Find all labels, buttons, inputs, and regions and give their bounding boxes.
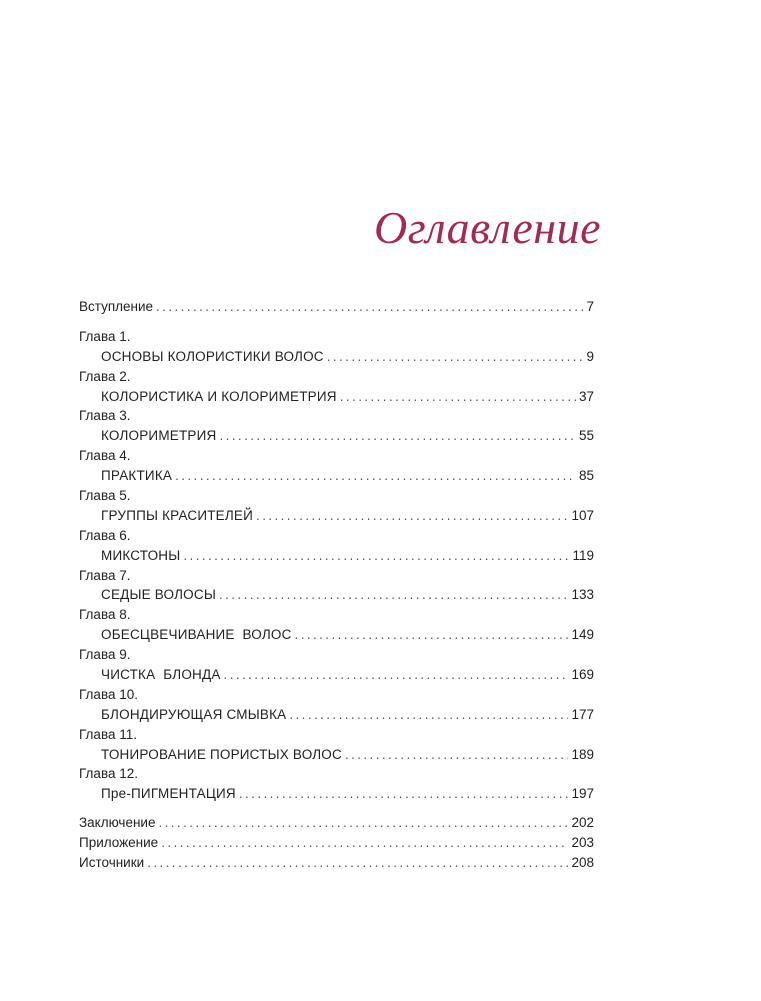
toc-entry-chapter-8[interactable] <box>79 625 594 645</box>
toc-page-number: 208 <box>571 855 594 871</box>
chapter-title: ОСНОВЫ КОЛОРИСТИКИ ВОЛОС <box>101 348 324 364</box>
chapter-heading: Глава 4. <box>79 448 131 464</box>
toc-entry-chapter-5[interactable] <box>79 506 594 526</box>
chapter-heading: Глава 10. <box>79 686 138 702</box>
chapter-heading: Глава 2. <box>79 368 131 384</box>
toc-page-number: 55 <box>578 428 594 444</box>
chapter-title: Пре-ПИГМЕНТАЦИЯ <box>101 786 236 802</box>
toc-page-number: 9 <box>586 348 594 364</box>
toc-entry-chapter-11[interactable] <box>79 745 594 765</box>
spacer <box>79 317 594 327</box>
chapter-heading: Глава 6. <box>79 527 131 543</box>
dot-leader <box>183 546 569 566</box>
toc-page-number: 149 <box>571 627 594 643</box>
toc-entry-sources[interactable] <box>79 853 594 873</box>
chapter-heading: Глава 12. <box>79 766 138 782</box>
chapter-title: КОЛОРИСТИКА И КОЛОРИМЕТРИЯ <box>101 388 337 404</box>
toc-entry-chapter-9[interactable] <box>79 665 594 685</box>
dot-leader <box>256 506 568 526</box>
toc-title: Оглавление <box>373 202 601 253</box>
toc-page-number: 37 <box>578 388 594 404</box>
chapter-heading: Глава 5. <box>79 488 131 504</box>
toc-page-number: 197 <box>571 786 594 802</box>
toc-page-number: 203 <box>571 835 594 851</box>
spacer <box>79 804 594 813</box>
toc-entry-chapter-10[interactable] <box>79 705 594 725</box>
dot-leader <box>340 387 576 407</box>
dot-leader <box>219 426 575 446</box>
chapter-title: ОБЕСЦВЕЧИВАНИЕ ВОЛОС <box>101 627 292 643</box>
toc-entry-chapter-1[interactable] <box>79 347 594 367</box>
dot-leader <box>327 347 584 367</box>
chapter-title: ПРАКТИКА <box>101 468 173 484</box>
chapter-heading: Глава 1. <box>79 328 131 344</box>
chapter-heading: Глава 3. <box>79 408 131 424</box>
toc-entry-intro[interactable] <box>79 297 594 317</box>
toc-entry-chapter-12[interactable] <box>79 784 594 804</box>
dot-leader <box>156 297 583 317</box>
chapter-title: МИКСТОНЫ <box>101 547 181 563</box>
chapter-title: ТОНИРОВАНИЕ ПОРИСТЫХ ВОЛОС <box>101 746 342 762</box>
toc-page-number: 133 <box>571 587 594 603</box>
toc-page-number: 189 <box>571 746 594 762</box>
dot-leader <box>289 705 568 725</box>
toc-entry-conclusion[interactable] <box>79 813 594 833</box>
dot-leader <box>147 853 568 873</box>
dot-leader <box>161 833 568 853</box>
dot-leader <box>219 585 569 605</box>
toc-entry-chapter-6[interactable] <box>79 546 594 566</box>
toc-entry-label: Вступление <box>79 299 154 314</box>
toc-entry-label: Заключение <box>79 815 156 831</box>
toc-page-number: 169 <box>571 667 594 683</box>
chapter-heading: Глава 11. <box>79 726 137 742</box>
toc-entry-chapter-2[interactable] <box>79 387 594 407</box>
toc-page-number: 85 <box>578 468 594 484</box>
chapter-title: ГРУППЫ КРАСИТЕЛЕЙ <box>101 507 254 523</box>
dot-leader <box>224 665 569 685</box>
chapter-title: БЛОНДИРУЮЩАЯ СМЫВКА <box>101 706 287 722</box>
chapter-title: СЕДЫЕ ВОЛОСЫ <box>101 587 216 603</box>
table-of-contents <box>79 297 594 873</box>
toc-page-number: 177 <box>571 706 594 722</box>
toc-entry-label: Приложение <box>79 835 159 851</box>
toc-page-number: 202 <box>571 815 594 831</box>
dot-leader <box>158 813 568 833</box>
chapter-title: КОЛОРИМЕТРИЯ <box>101 428 217 444</box>
dot-leader <box>295 625 569 645</box>
toc-entry-appendix[interactable] <box>79 833 594 853</box>
dot-leader <box>345 745 569 765</box>
toc-page-number: 7 <box>586 299 594 314</box>
chapter-heading: Глава 8. <box>79 607 131 623</box>
chapter-heading: Глава 7. <box>79 567 131 583</box>
toc-entry-label: Источники <box>79 855 145 871</box>
dot-leader <box>239 784 569 804</box>
toc-entry-chapter-7[interactable] <box>79 585 594 605</box>
toc-entry-chapter-4[interactable] <box>79 466 594 486</box>
dot-leader <box>175 466 576 486</box>
toc-page-number: 107 <box>571 507 594 523</box>
chapter-heading: Глава 9. <box>79 647 131 663</box>
toc-page-number: 119 <box>572 547 594 563</box>
chapter-title: ЧИСТКА БЛОНДА <box>101 667 221 683</box>
toc-entry-chapter-3[interactable] <box>79 426 594 446</box>
